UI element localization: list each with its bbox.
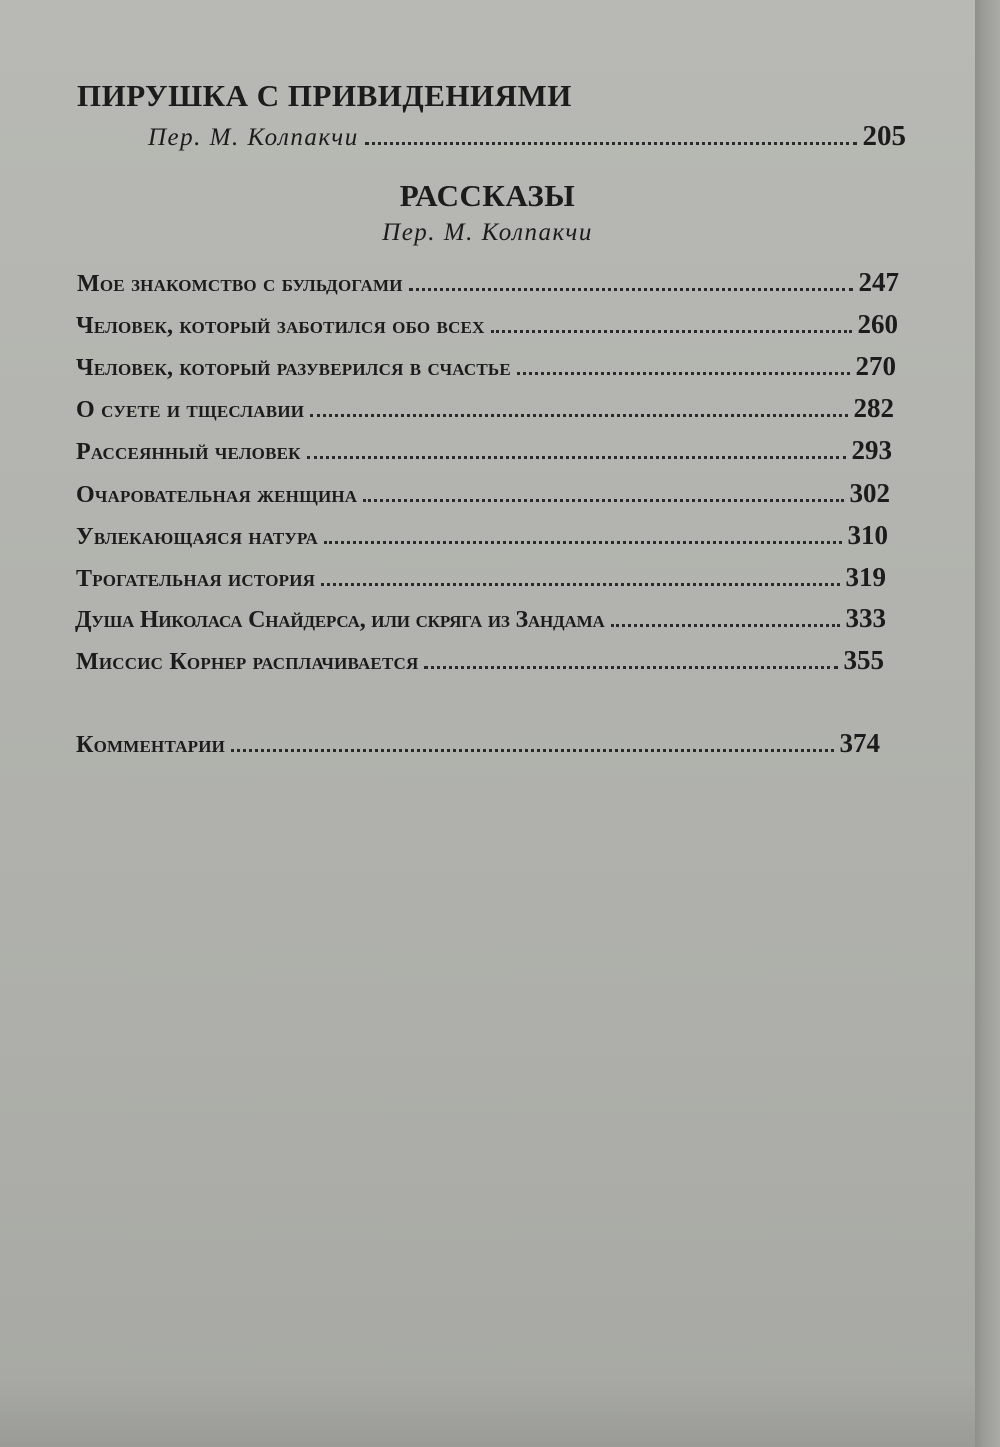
story-translator: Пер. М. Колпакчи [148,124,359,151]
entry-title: О суете и тщеславии [76,397,305,423]
dot-leader [231,749,833,752]
toc-entry[interactable] [76,435,892,466]
dot-leader [611,624,840,627]
page-number: 374 [839,728,880,758]
page-number: 205 [862,120,906,152]
entry-title: Душа Николаса Снайдерса, или скряга из Зандама [75,607,605,633]
toc-entry-comments[interactable] [76,728,880,759]
book-spine-edge [975,0,1000,1447]
page-number: 293 [851,435,892,465]
dot-leader [363,499,843,502]
page-number: 270 [855,351,896,381]
toc-entry[interactable] [76,351,896,382]
dot-leader [517,372,850,375]
page-number: 260 [857,309,898,339]
dot-leader [491,330,852,333]
dot-leader [324,541,842,544]
entry-title: Очаровательная женщина [76,482,358,508]
section-translator: Пер. М. Колпакчи [382,219,593,246]
entry-title: Комментарии [76,732,226,758]
page-number: 282 [853,393,894,423]
dot-leader [424,666,837,669]
toc-entry[interactable] [76,562,886,593]
page-number: 355 [843,645,884,675]
toc-entry[interactable] [75,603,886,634]
entry-title: Мое знакомство с бульдогами [77,271,403,297]
dot-leader [307,456,846,459]
entry-title: Человек, который разуверился в счастье [76,355,511,381]
dot-leader [321,583,839,586]
entry-title: Увлекающаяся натура [76,524,318,550]
entry-title: Миссис Корнер расплачивается [76,649,419,675]
toc-entry[interactable] [76,309,898,340]
page-number: 310 [847,520,888,550]
dot-leader [365,142,857,145]
entry-title: Человек, который заботился обо всех [76,313,485,339]
page-number: 319 [845,562,886,592]
dot-leader [409,288,853,291]
entry-title: Трогательная история [76,566,316,592]
page-number: 247 [858,267,899,297]
page-number: 333 [845,603,886,633]
story-translator-row[interactable] [148,120,906,153]
toc-entry[interactable] [76,393,894,424]
story-title: ПИРУШКА С ПРИВИДЕНИЯМИ [77,78,572,113]
page-shadow [0,1377,975,1447]
section-title: РАССКАЗЫ [399,178,576,213]
toc-entry[interactable] [76,520,888,551]
toc-entry[interactable] [76,478,890,509]
toc-entry[interactable] [77,267,899,298]
entry-title: Рассеянный человек [76,439,301,465]
dot-leader [310,414,847,417]
page-number: 302 [849,478,890,508]
toc-entry[interactable] [76,645,884,676]
